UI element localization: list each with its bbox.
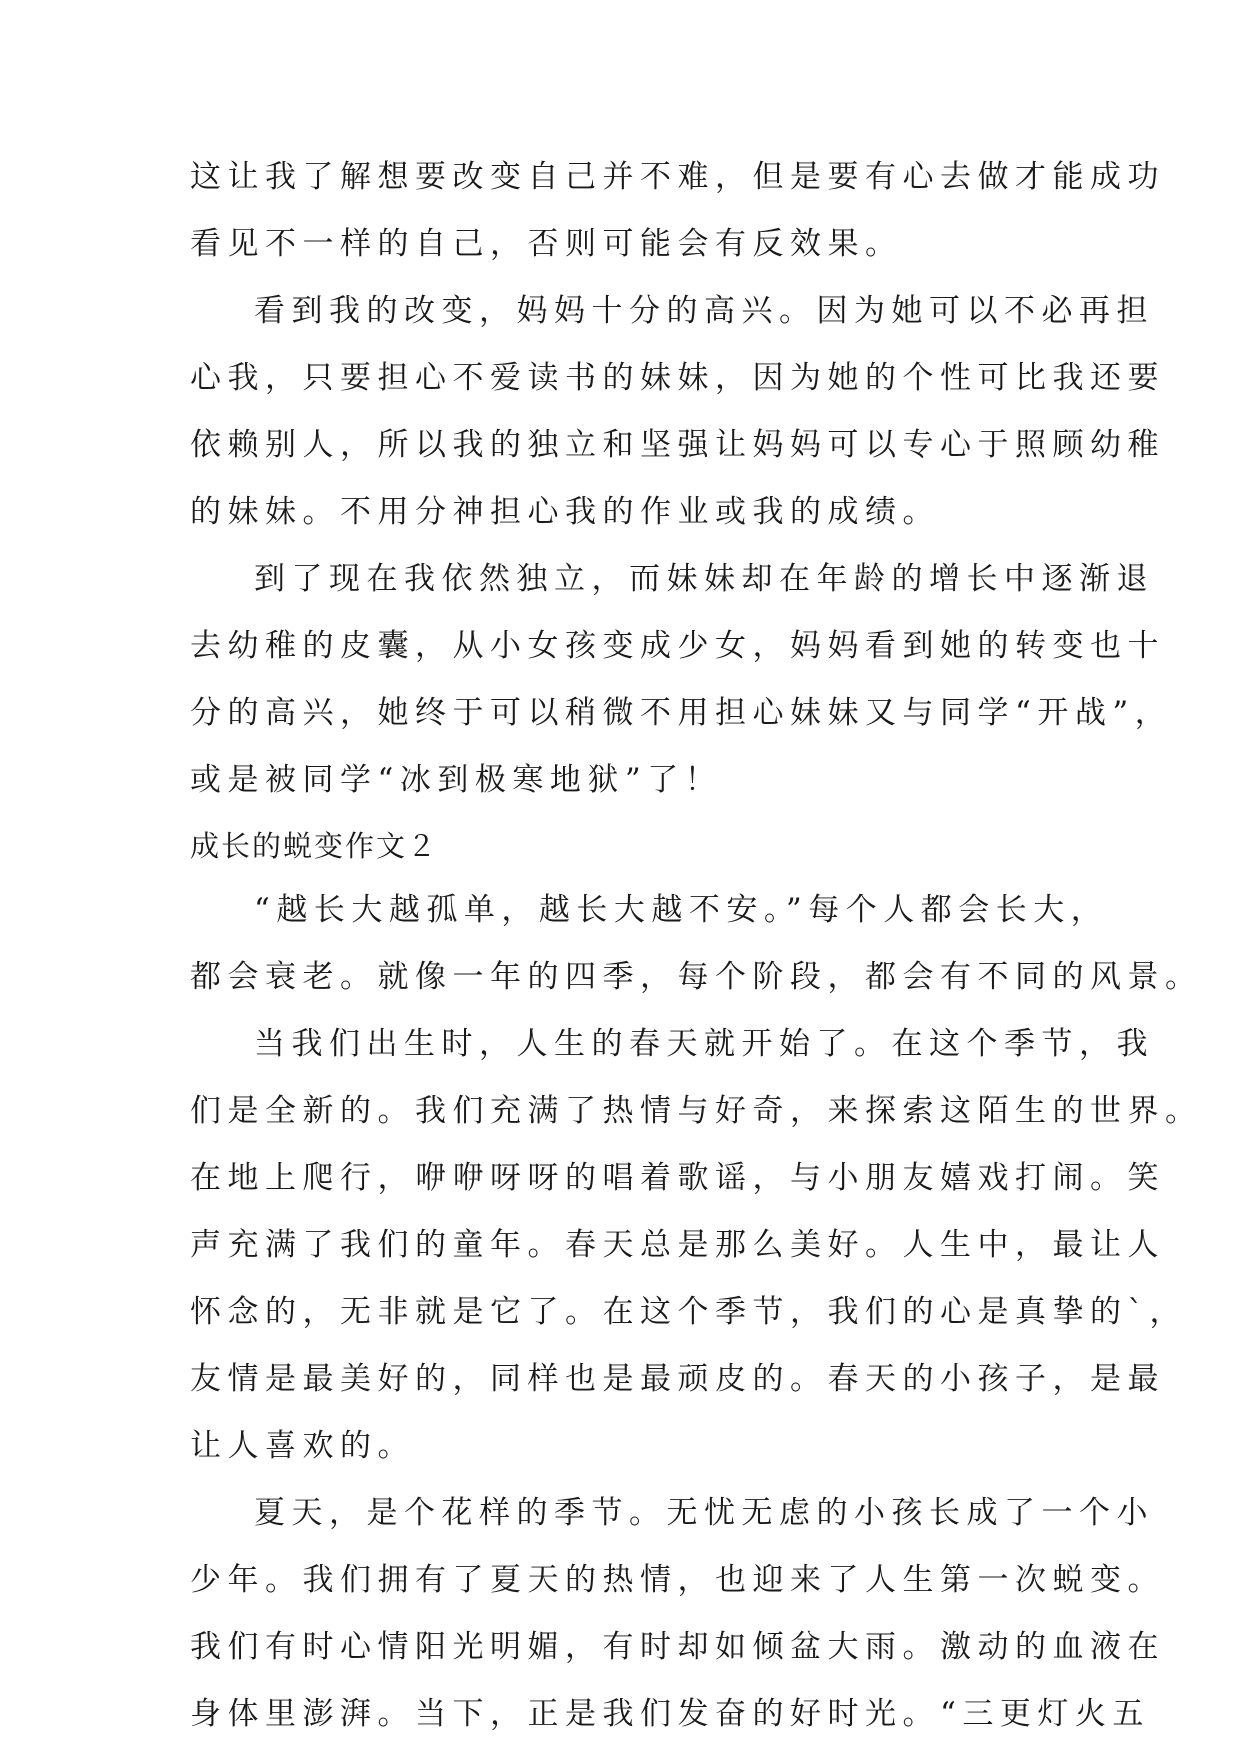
text-line: 声充满了我们的童年。春天总是那么美好。人生中，最让人 <box>190 1227 1165 1263</box>
paragraph-start-line: 当我们出生时，人生的春天就开始了。在这个季节，我 <box>254 1026 1154 1062</box>
text-line: 少年。我们拥有了夏天的热情，也迎来了人生第一次蜕变。 <box>190 1562 1165 1598</box>
paragraph-start-line: 夏天，是个花样的季节。无忧无虑的小孩长成了一个小 <box>254 1495 1154 1531</box>
text-line: 或是被同学“冰到极寒地狱”了！ <box>190 762 723 798</box>
text-line: 友情是最美好的，同样也是最顽皮的。春天的小孩子，是最 <box>190 1361 1165 1397</box>
paragraph-start-line: 到了现在我依然独立，而妹妹却在年龄的增长中逐渐退 <box>254 561 1154 597</box>
text-line: 分的高兴，她终于可以稍微不用担心妹妹又与同学“开战”， <box>190 695 1173 731</box>
text-line: 让人喜欢的。 <box>190 1428 415 1464</box>
paragraph-start-line: 看到我的改变，妈妈十分的高兴。因为她可以不必再担 <box>254 293 1154 329</box>
paragraph-start-line: “越长大越孤单，越长大越不安。”每个人都会长大， <box>254 892 1109 928</box>
text-line: 我们有时心情阳光明媚，有时却如倾盆大雨。激动的血液在 <box>190 1629 1165 1665</box>
text-line: 的妹妹。不用分神担心我的作业或我的成绩。 <box>190 494 940 530</box>
text-line: 怀念的，无非就是它了。在这个季节，我们的心是真挚的`， <box>190 1294 1187 1330</box>
text-line: 们是全新的。我们充满了热情与好奇，来探索这陌生的世界。 <box>190 1093 1203 1129</box>
document-body <box>190 158 1203 1762</box>
text-line: 都会衰老。就像一年的四季，每个阶段，都会有不同的风景。 <box>190 959 1203 995</box>
text-line: 在地上爬行，咿咿呀呀的唱着歌谣，与小朋友嬉戏打闹。笑 <box>190 1160 1165 1196</box>
text-line: 看见不一样的自己，否则可能会有反效果。 <box>190 226 903 262</box>
text-line: 依赖别人，所以我的独立和坚强让妈妈可以专心于照顾幼稚 <box>190 427 1165 463</box>
section-heading: 成长的蜕变作文２ <box>190 829 439 863</box>
text-line: 去幼稚的皮囊，从小女孩变成少女，妈妈看到她的转变也十 <box>190 628 1165 664</box>
text-line: 心我，只要担心不爱读书的妹妹，因为她的个性可比我还要 <box>190 360 1165 396</box>
text-line: 身体里澎湃。当下，正是我们发奋的好时光。“三更灯火五 <box>190 1696 1150 1732</box>
text-line: 这让我了解想要改变自己并不难，但是要有心去做才能成功 <box>190 159 1165 195</box>
